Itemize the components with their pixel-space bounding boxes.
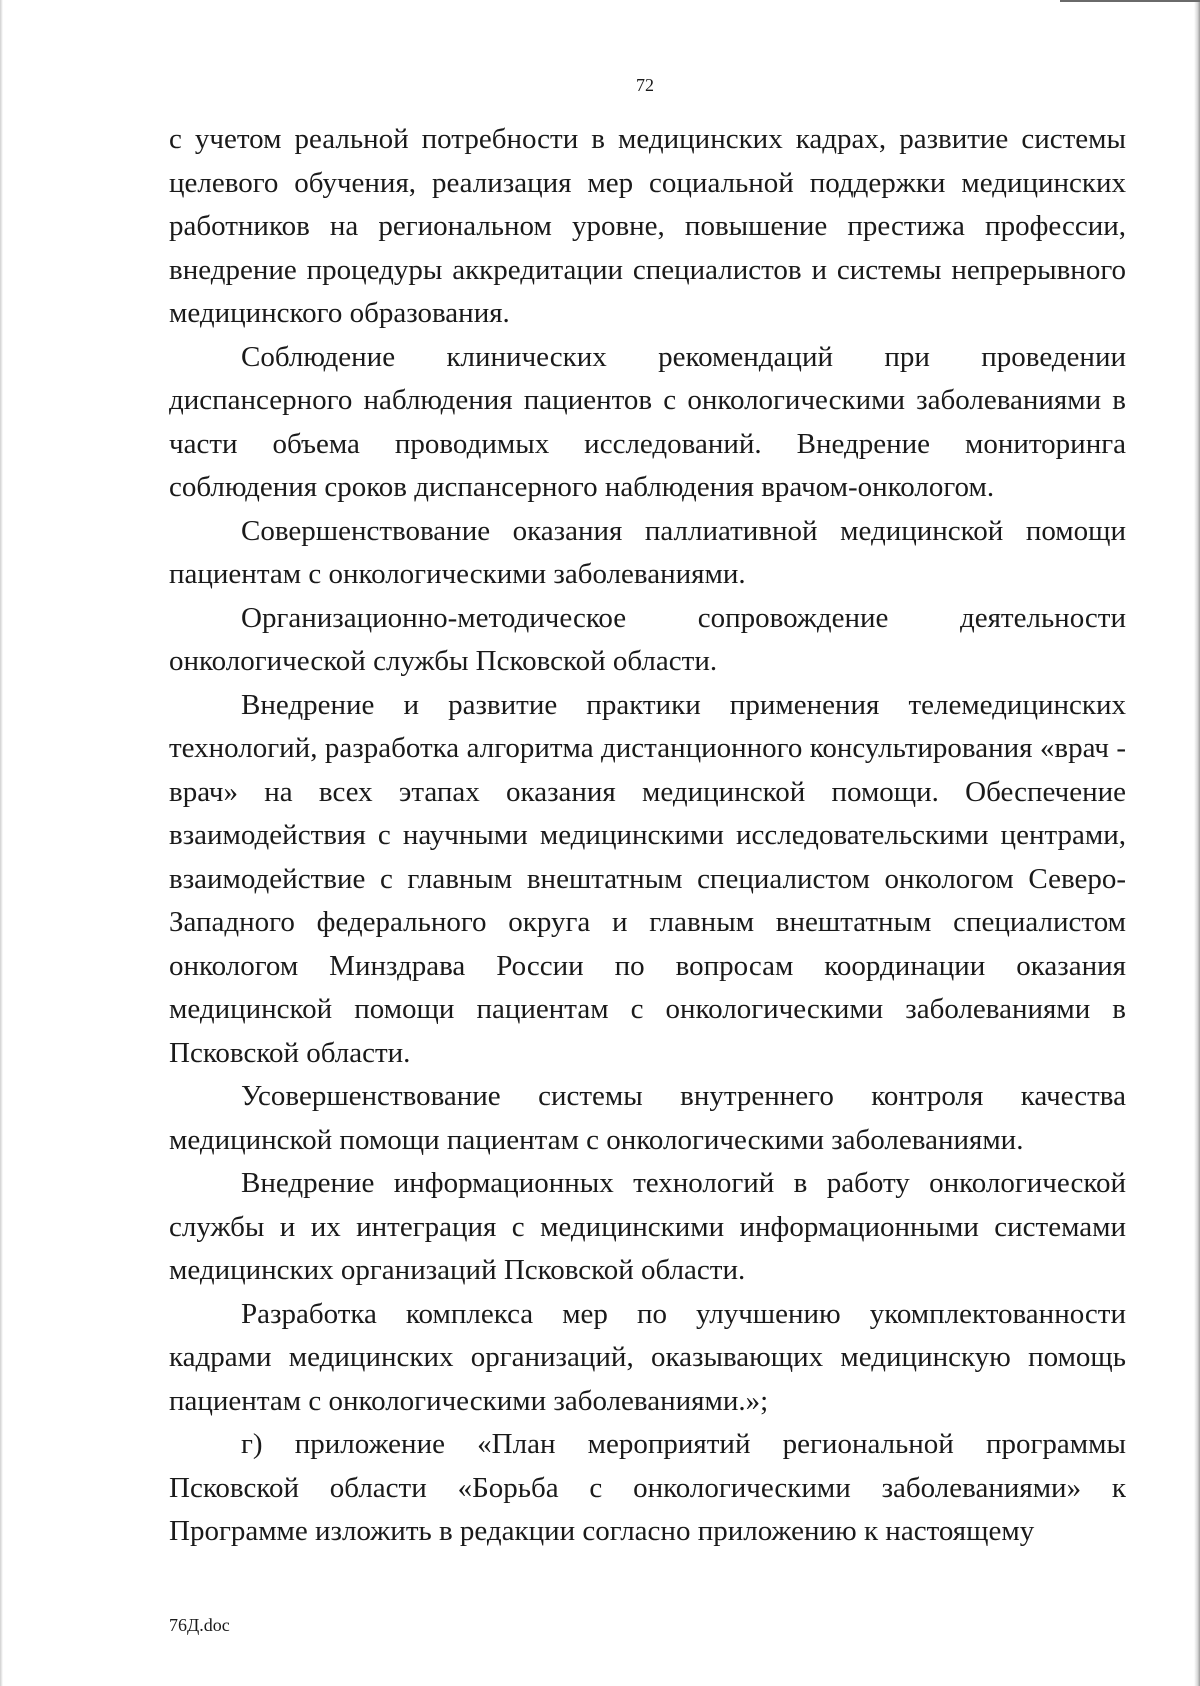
- scan-right-edge: [1194, 0, 1200, 1686]
- paragraph: Организационно-методическое сопровождение деятельности онкологической службы Псковской области.: [169, 601, 1126, 677]
- scan-left-edge: [0, 0, 3, 1686]
- paragraph: Совершенствование оказания паллиативной медицинской помощи пациентам с онкологическими заболеваниями.: [169, 514, 1126, 590]
- paragraph-continuation: с учетом реальной потребности в медицинских кадрах, развитие системы целевого обучения, реализация мер социальной поддержки медицинских работников на региональном уровне, повышение престижа профессии, внедрение процедуры аккредитации специалистов и системы непрерывного медицинского образования.: [169, 123, 1126, 329]
- paragraph: Внедрение и развитие практики применения телемедицинских технологий, разработка алгоритма дистанционного консультирования «врач - врач» на всех этапах оказания медицинской помощи. Обеспечение взаимодействия с научными медицинскими исследовательскими центрами, взаимодействие с главным внештатным специалистом онкологом Северо-Западного федерального округа и главным внештатным специалистом онкологом Минздрава России по вопросам координации оказания медицинской помощи пациентам с онкологическими заболеваниями в Псковской области.: [169, 688, 1126, 1069]
- paragraph: Внедрение информационных технологий в работу онкологической службы и их интеграция с медицинскими информационными системами медицинских организаций Псковской области.: [169, 1167, 1126, 1286]
- document-filename: 76Д.doc: [169, 1615, 230, 1635]
- paragraph: Соблюдение клинических рекомендаций при проведении диспансерного наблюдения пациентов с онкологическими заболеваниями в части объема проводимых исследований. Внедрение мониторинга соблюдения сроков диспансерного наблюдения врачом-онкологом.: [169, 340, 1126, 503]
- scan-top-edge: [1060, 0, 1200, 2]
- paragraph: Усовершенствование системы внутреннего контроля качества медицинской помощи пациентам с онкологическими заболеваниями.: [169, 1080, 1126, 1156]
- page-number: 72: [636, 75, 654, 95]
- paragraph: Разработка комплекса мер по улучшению укомплектованности кадрами медицинских организаций, оказывающих медицинскую помощь пациентам с онкологическими заболеваниями.»;: [169, 1297, 1126, 1417]
- paragraph: г) приложение «План мероприятий региональной программы Псковской области «Борьба с онкологическими заболеваниями» к Программе изложить в редакции согласно приложению к настоящему: [169, 1428, 1126, 1547]
- document-body: [169, 118, 1126, 1554]
